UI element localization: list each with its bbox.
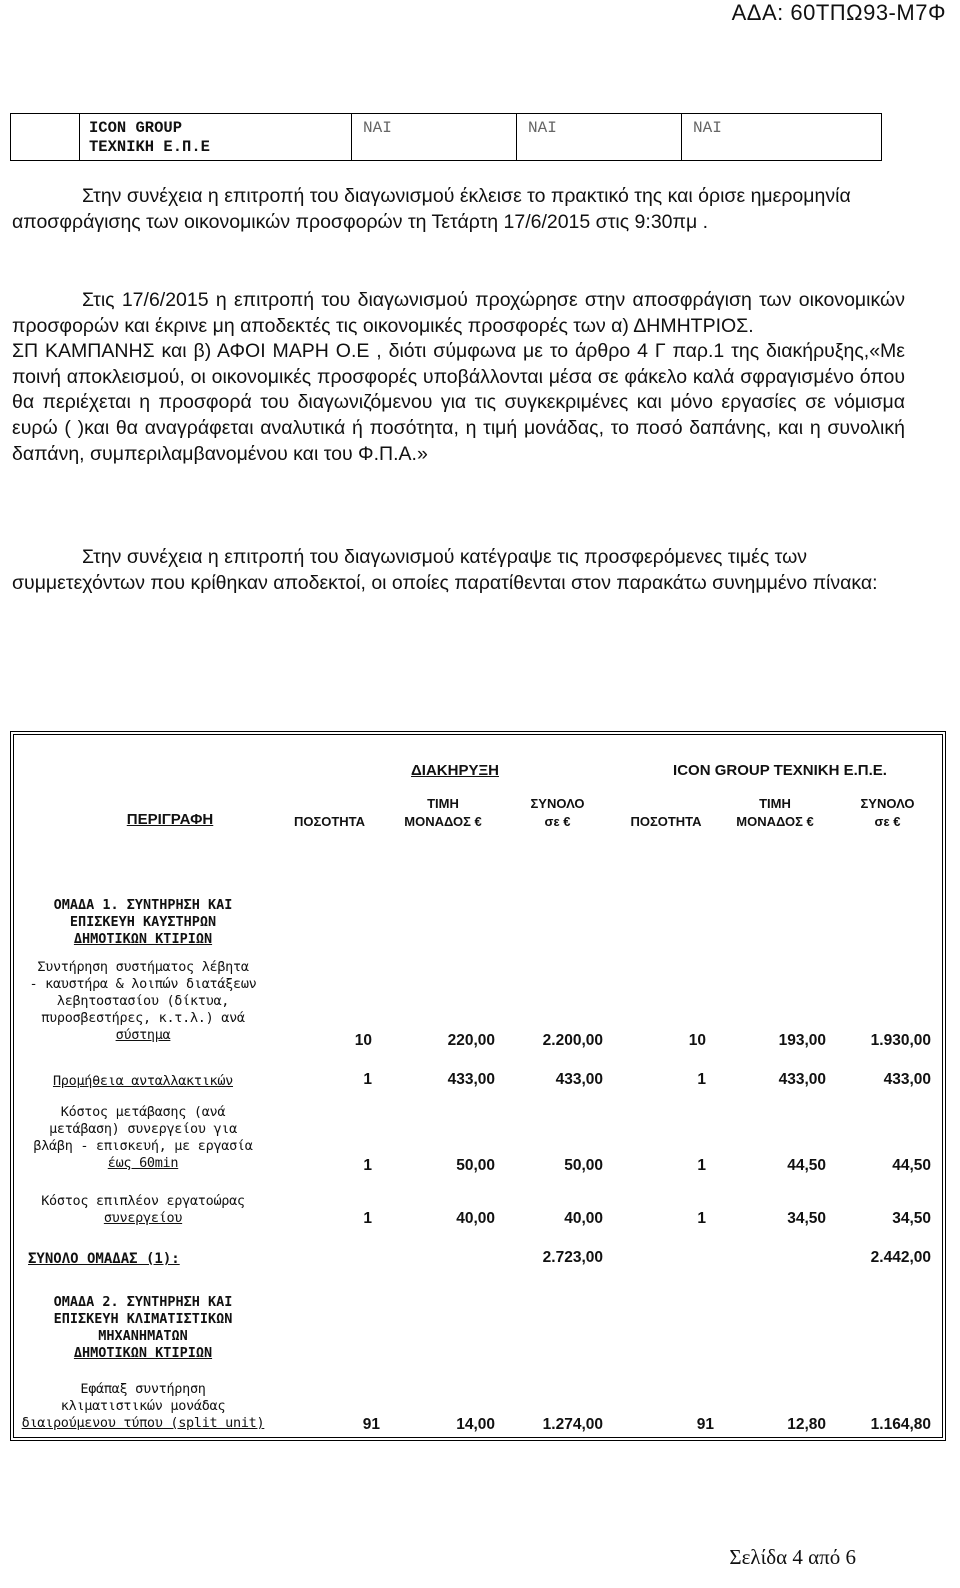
ada-code: ΑΔΑ: 60ΤΠΩ93-Μ7Φ [731,0,946,25]
col-total-icon-l1: ΣΥΝΟΛΟ [860,796,915,811]
paragraph-evaluation [12,288,905,467]
row-2-description [14,1073,272,1090]
group-1-subtotal-icon: 2.442,00 [870,1249,931,1266]
row-3-i-price: 44,50 [787,1157,826,1174]
row-3-desc-line: Κόστος μετάβασης (ανά [60,1104,226,1120]
paragraph-2a: Στις 17/6/2015 η επιτροπή του διαγωνισμού προχώρησε στην αποσφράγιση των οικονομικών προσφορών και έκρινε μη αποδεκτές τις οικονομικές προσφορές των α) ΔΗΜΗΤΡΙΟΣ. [12,289,905,337]
row-4-d-total: 40,00 [564,1210,603,1227]
group-2-title-line-2: ΕΠΙΣΚΕΥΗ ΚΛΙΜΑΤΙΣΤΙΚΩΝ [53,1311,233,1327]
row-5-desc-line: διαιρούμενου τύπου (split unit) [21,1415,265,1431]
row-1-desc-line: - καυστήρα & λοιπών διατάξεων [29,976,257,992]
row-4-desc-line: Κόστος επιπλέον εργατοώρας [41,1193,245,1209]
col-unit-price-icon [720,795,830,831]
row-5-d-price: 14,00 [456,1416,495,1433]
row-5-i-total: 1.164,80 [870,1416,931,1433]
row-1-i-qty: 10 [688,1032,706,1049]
group-1-title-line-2: ΕΠΙΣΚΕΥΗ ΚΑΥΣΤΗΡΩΝ [69,914,217,930]
row-3-d-price: 50,00 [456,1157,495,1174]
row-4-description [14,1193,272,1227]
row-1-desc-line: Συντήρηση συστήματος λέβητα [37,959,249,975]
row-3-desc-line: μετάβαση) συνεργείου για [49,1121,237,1137]
row-5-i-qty: 91 [696,1416,714,1433]
row-2-d-price: 433,00 [447,1071,495,1088]
paragraph-3: Στην συνέχεια η επιτροπή του διαγωνισμού κατέγραψε τις προσφερόμενες τιμές των συμμετεχόντων που κρίθηκαν αποδεκτοί, οι οποίες παρατίθενται στον παρακάτω συνημμένο πίνακα: [12,546,878,594]
row-4-desc-line: συνεργείου [103,1210,183,1226]
row-3-i-qty: 1 [697,1157,706,1174]
row-1-desc-line: λεβητοστασίου (δίκτυα, [56,993,230,1009]
row-3-d-qty: 1 [363,1157,372,1174]
row-5-description [14,1381,272,1432]
row-4-d-price: 40,00 [456,1210,495,1227]
group-1-subtotal-diakiryxi: 2.723,00 [542,1249,603,1266]
row-3-description [14,1104,272,1172]
company-line-2: ΤΕΧΝΙΚΗ Ε.Π.Ε [89,138,210,156]
row-1-i-price: 193,00 [778,1032,826,1049]
row-1-d-qty: 10 [354,1032,372,1049]
col-total-icon [840,795,935,831]
row-4-i-total: 34,50 [892,1210,931,1227]
row-5-desc-line: Εφάπαξ συντήρηση [80,1381,206,1397]
page-number: Σελίδα 4 από 6 [729,1545,856,1569]
row-1-desc-line: πυροσβεστήρες, κ.τ.λ.) ανά [41,1010,245,1026]
row-1-d-price: 220,00 [447,1032,495,1049]
paragraph-prices [12,545,905,596]
row-2-i-total: 433,00 [883,1071,931,1088]
group-2-title-line-1: ΟΜΑΔΑ 2. ΣΥΝΤΗΡΗΣΗ ΚΑΙ [53,1294,233,1310]
row-3-i-total: 44,50 [892,1157,931,1174]
row-2-i-price: 433,00 [778,1071,826,1088]
col-unit-price-icon-l1: ΤΙΜΗ [759,796,791,811]
row-5-d-qty: 91 [362,1416,380,1433]
row-1-desc-line: σύστημα [115,1027,171,1043]
nai-cell-2: ΝΑΙ [528,119,557,137]
paragraph-closing [12,184,905,235]
col-unit-price-diakiryxi [388,795,498,831]
row-4-i-price: 34,50 [787,1210,826,1227]
row-3-desc-line: βλάβη - επισκευή, με εργασία [33,1138,253,1154]
nai-cell-1: ΝΑΙ [363,119,392,137]
company-name [89,119,210,157]
col-total-icon-l2: σε € [874,814,901,829]
row-1-d-total: 2.200,00 [542,1032,603,1049]
group-1-title-line-1: ΟΜΑΔΑ 1. ΣΥΝΤΗΡΗΣΗ ΚΑΙ [53,897,233,913]
nai-cell-3: ΝΑΙ [693,119,722,137]
col-total-diakiryxi [510,795,605,831]
row-3-desc-line: έως 60min [107,1155,179,1171]
col-total-l1: ΣΥΝΟΛΟ [530,796,585,811]
row-1-i-total: 1.930,00 [870,1032,931,1049]
row-2-d-qty: 1 [363,1071,372,1088]
company-line-1: ICON GROUP [89,119,183,137]
row-5-desc-line: κλιματιστικών μονάδας [60,1398,226,1414]
row-2-d-total: 433,00 [555,1071,603,1088]
row-4-i-qty: 1 [697,1210,706,1227]
header-diakiryxi: ΔΙΑΚΗΡΥΞΗ [411,762,499,779]
col-description-label: ΠΕΡΙΓΡΑΦΗ [126,811,214,828]
group-2-title-line-4: ΔΗΜΟΤΙΚΩΝ ΚΤΙΡΙΩΝ [73,1345,213,1361]
col-qty-diakiryxi: ΠΟΣΟΤΗΤΑ [293,814,366,829]
col-unit-price-icon-l2: ΜΟΝΑΔΟΣ € [736,814,814,829]
group-1-title-line-3: ΔΗΜΟΤΙΚΩΝ ΚΤΙΡΙΩΝ [73,931,213,947]
row-2-i-qty: 1 [697,1071,706,1088]
row-4-d-qty: 1 [363,1210,372,1227]
col-total-l2: σε € [544,814,571,829]
row-1-description [14,959,272,1044]
header-icon-group: ICON GROUP ΤΕΧΝΙΚΗ Ε.Π.Ε. [673,762,887,779]
col-unit-price-l2: ΜΟΝΑΔΟΣ € [404,814,482,829]
row-3-d-total: 50,00 [564,1157,603,1174]
row-5-d-total: 1.274,00 [542,1416,603,1433]
group-2-title [14,1294,272,1362]
col-unit-price-l1: ΤΙΜΗ [427,796,459,811]
group-1-title [14,897,272,948]
paragraph-1: Στην συνέχεια η επιτροπή του διαγωνισμού έκλεισε το πρακτικό της και όρισε ημερομηνία αποσφράγισης των οικονομικών προσφορών τη Τετάρτη 17/6/2015 στις 9:30πμ . [12,185,851,233]
row-2-desc-line: Προμήθεια ανταλλακτικών [52,1073,234,1089]
row-5-i-price: 12,80 [787,1416,826,1433]
col-qty-icon: ΠΟΣΟΤΗΤΑ [630,814,702,829]
group-2-title-line-3: ΜΗΧΑΝΗΜΑΤΩΝ [98,1328,188,1344]
paragraph-2b: ΣΠ ΚΑΜΠΑΝΗΣ και β) ΑΦΟΙ ΜΑΡΗ Ο.Ε , διότι σύμφωνα με το άρθρο 4 Γ παρ.1 της διακήρυξης,«Με ποινή αποκλεισμού, οι οικονομικές προσφορές υποβάλλονται μέσα σε φάκελο καλά σφραγισμένο όπου θα περιέχεται η προσφορά του διαγωνιζόμενου για τις συγκεκριμένες και μόνο εργασίες σε νόμισμα ευρώ ( )και θα αναγράφεται αναλυτικά ή ποσότητα, η τιμή μονάδας, το ποσό δαπάνης, και η συνολική δαπάνη, συμπεριλαμβανομένου και του Φ.Π.Α.» [12,340,905,465]
group-1-subtotal-label: ΣΥΝΟΛΟ ΟΜΑΔΑΣ (1): [28,1251,180,1267]
